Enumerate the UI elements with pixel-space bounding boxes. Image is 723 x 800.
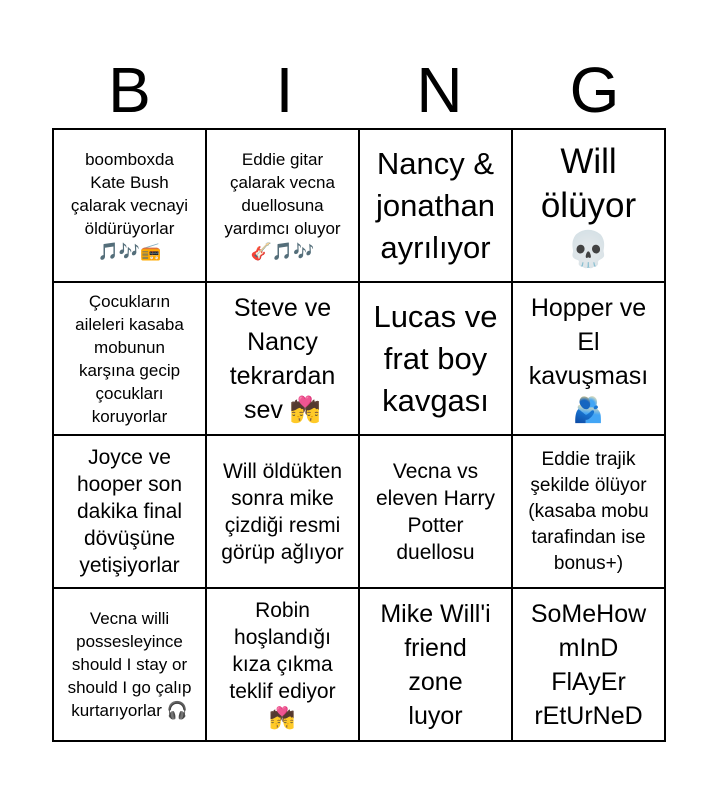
- cell-text: Eddie gitar çalarak vecna duellosuna yardımcı oluyor 🎸🎵🎶: [224, 150, 341, 261]
- cell-text: Eddie trajik şekilde ölüyor (kasaba mobu tarafindan ise bonus+): [528, 448, 649, 574]
- bingo-cell[interactable]: [53, 588, 206, 741]
- header-letter-b: B: [108, 54, 151, 126]
- bingo-cell[interactable]: [512, 282, 665, 435]
- cell-text: Will öldükten sonra mike çizdiği resmi görüp ağlıyor: [221, 459, 344, 564]
- cell-text: Joyce ve hooper son dakika final dövüşüne yetişiyorlar: [76, 446, 183, 577]
- bingo-cell[interactable]: [53, 435, 206, 588]
- bingo-cell[interactable]: [53, 282, 206, 435]
- cell-text: Lucas ve frat boy kavgası: [373, 298, 498, 418]
- cell-text: boomboxda Kate Bush çalarak vecnayi öldürüyorlar 🎵🎶📻: [70, 150, 189, 261]
- bingo-cell[interactable]: [512, 129, 665, 282]
- cell-text: Will ölüyor 💀: [540, 141, 637, 269]
- board-row-2: [53, 282, 665, 435]
- bingo-cell[interactable]: [53, 129, 206, 282]
- cell-text: Vecna vs eleven Harry Potter duellosu: [375, 459, 496, 564]
- bingo-cell[interactable]: [206, 129, 359, 282]
- header-letter-n: N: [416, 54, 463, 126]
- bingo-cell[interactable]: [512, 588, 665, 741]
- board-row-3: [53, 435, 665, 588]
- cell-text: Vecna willi possesleyince should I stay or should I go çalıp kurtarıyorlar 🎧: [67, 609, 192, 720]
- bingo-cell[interactable]: [206, 282, 359, 435]
- header-letter-g: G: [569, 54, 620, 126]
- bingo-cell[interactable]: [359, 282, 512, 435]
- header-letter-i: I: [275, 54, 294, 126]
- cell-text: Nancy & jonathan ayrılıyor: [376, 145, 495, 265]
- bingo-cell[interactable]: [512, 435, 665, 588]
- cell-text: SoMeHow mInD FlAyEr rEtUrNeD: [530, 599, 647, 730]
- cell-text: Hopper ve El kavuşması 🫂: [528, 293, 649, 424]
- bingo-cell[interactable]: [359, 435, 512, 588]
- cell-text: Robin hoşlandığı kıza çıkma teklif ediyor 💏: [229, 599, 336, 730]
- board-row-4: [53, 588, 665, 741]
- bingo-cell[interactable]: [359, 588, 512, 741]
- cell-text: Mike Will'i friend zone luyor: [380, 599, 491, 730]
- bingo-cell[interactable]: [359, 129, 512, 282]
- bingo-board: [52, 128, 666, 742]
- bingo-cell[interactable]: [206, 588, 359, 741]
- cell-text: Çocukların aileleri kasaba mobunun karşına gecip çocukları koruyorlar: [75, 291, 184, 426]
- bingo-cell[interactable]: [206, 435, 359, 588]
- cell-text: Steve ve Nancy tekrardan sev 💏: [229, 293, 336, 424]
- board-row-1: [53, 129, 665, 282]
- bingo-header: [52, 52, 672, 128]
